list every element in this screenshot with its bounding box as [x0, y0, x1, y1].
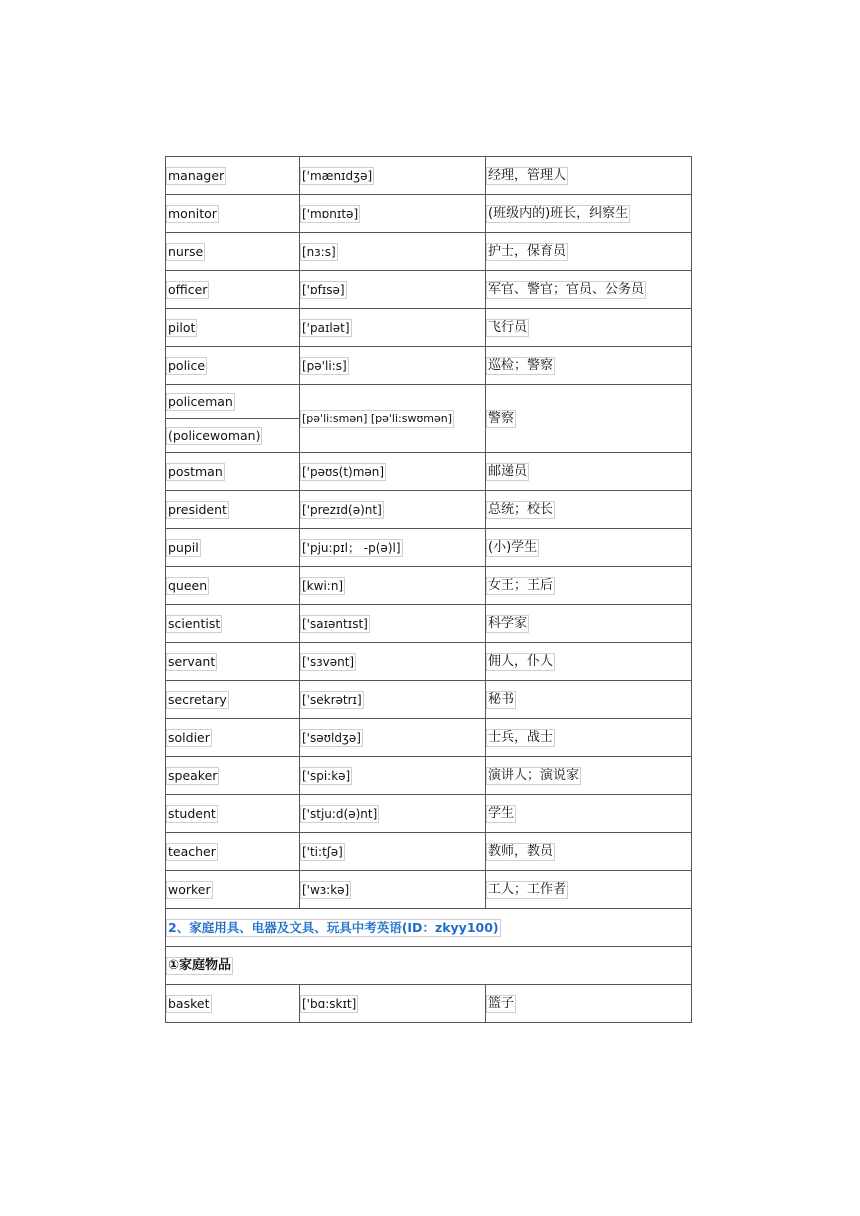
phonetic-cell [300, 157, 486, 195]
chinese-meaning: 经理，管理人 [488, 167, 567, 183]
phonetic-transcription: [ˈsekrətrɪ] [302, 692, 362, 707]
english-word: president [168, 501, 227, 517]
chinese-meaning: 佣人，仆人 [488, 653, 554, 669]
english-word: teacher [168, 843, 216, 859]
vocab-row [166, 871, 692, 909]
english-word: student [168, 805, 216, 821]
vocab-row [166, 795, 692, 833]
vocab-row [166, 233, 692, 271]
word-cell [166, 385, 300, 453]
chinese-meaning: 警察 [488, 410, 515, 426]
phonetic-cell [300, 385, 486, 453]
meaning-cell [486, 795, 692, 833]
english-word: queen [168, 577, 208, 593]
phonetic-cell [300, 833, 486, 871]
phonetic-cell [300, 643, 486, 681]
english-word: police [168, 357, 206, 373]
word-cell [166, 833, 300, 871]
english-word-alt: (policewoman) [168, 427, 261, 443]
word-cell [166, 985, 300, 1023]
chinese-meaning: 巡检；警察 [488, 357, 554, 373]
phonetic-cell [300, 795, 486, 833]
phonetic-transcription: ['spi:kə] [302, 768, 351, 783]
phonetic-cell [300, 195, 486, 233]
chinese-meaning: (小)学生 [488, 539, 538, 555]
phonetic-transcription: ['pju:pɪl； -p(ə)l] [302, 540, 401, 555]
vocab-row [166, 757, 692, 795]
section-heading-cell [166, 909, 692, 947]
word-cell [166, 271, 300, 309]
english-word: pilot [168, 319, 196, 335]
english-word: postman [168, 463, 223, 479]
vocab-row [166, 567, 692, 605]
chinese-meaning: 工人；工作者 [488, 881, 567, 897]
word-cell [166, 309, 300, 347]
english-word: soldier [168, 729, 210, 745]
meaning-cell [486, 567, 692, 605]
word-cell [166, 757, 300, 795]
vocab-row [166, 271, 692, 309]
word-cell [166, 567, 300, 605]
meaning-cell [486, 681, 692, 719]
vocab-row [166, 195, 692, 233]
vocabulary-table [165, 156, 692, 1023]
subsection-heading-row [166, 947, 692, 985]
english-word: worker [168, 881, 211, 897]
word-cell [166, 453, 300, 491]
meaning-cell [486, 985, 692, 1023]
chinese-meaning: 邮递员 [488, 463, 528, 479]
vocab-row [166, 681, 692, 719]
chinese-meaning: 总统；校长 [488, 501, 554, 517]
phonetic-transcription: ['ti:tʃə] [302, 844, 343, 859]
chinese-meaning: 学生 [488, 805, 515, 821]
phonetic-transcription: ['mænɪdʒə] [302, 168, 373, 183]
meaning-cell [486, 157, 692, 195]
chinese-meaning: 篮子 [488, 995, 515, 1011]
phonetic-cell [300, 681, 486, 719]
english-word: manager [168, 167, 225, 183]
meaning-cell [486, 233, 692, 271]
english-word: basket [168, 995, 210, 1011]
meaning-cell [486, 643, 692, 681]
phonetic-transcription: ['pəʊs(t)mən] [302, 464, 385, 479]
meaning-cell [486, 453, 692, 491]
vocab-row [166, 985, 692, 1023]
word-cell-bottom [166, 419, 299, 452]
phonetic-transcription: ['səʊldʒə] [302, 730, 361, 745]
word-cell [166, 871, 300, 909]
phonetic-transcription: [pə'li:s] [302, 358, 347, 373]
word-cell [166, 491, 300, 529]
word-cell [166, 157, 300, 195]
meaning-cell [486, 309, 692, 347]
chinese-meaning: (班级内的)班长，纠察生 [488, 205, 629, 221]
english-word: monitor [168, 205, 217, 221]
word-cell [166, 195, 300, 233]
english-word: policeman [168, 393, 233, 409]
meaning-cell [486, 871, 692, 909]
phonetic-transcription: ['ɒfɪsə] [302, 282, 345, 297]
vocabulary-table-body [166, 157, 692, 1023]
subsection-heading-cell [166, 947, 692, 985]
vocab-row [166, 157, 692, 195]
section-heading: 2、家庭用具、电器及文具、玩具中考英语(ID：zkyy100) [168, 919, 499, 935]
phonetic-transcription: ['stju:d(ə)nt] [302, 806, 378, 821]
vocab-row [166, 453, 692, 491]
vocab-row [166, 833, 692, 871]
chinese-meaning: 秘书 [488, 691, 515, 707]
phonetic-transcription: ['sɜvənt] [302, 654, 355, 669]
section-heading-row [166, 909, 692, 947]
english-word: scientist [168, 615, 221, 631]
english-word: officer [168, 281, 208, 297]
english-word: servant [168, 653, 216, 669]
document-page [165, 156, 691, 1023]
word-cell [166, 643, 300, 681]
meaning-cell [486, 271, 692, 309]
phonetic-cell [300, 309, 486, 347]
phonetic-cell [300, 491, 486, 529]
english-word: pupil [168, 539, 199, 555]
vocab-row-split [166, 385, 692, 453]
phonetic-cell [300, 567, 486, 605]
word-cell [166, 795, 300, 833]
meaning-cell [486, 385, 692, 453]
chinese-meaning: 护士，保育员 [488, 243, 567, 259]
chinese-meaning: 飞行员 [488, 319, 528, 335]
phonetic-cell [300, 233, 486, 271]
chinese-meaning: 教师，教员 [488, 843, 554, 859]
english-word: secretary [168, 691, 227, 707]
phonetic-cell [300, 347, 486, 385]
phonetic-cell [300, 271, 486, 309]
phonetic-transcription: ['wɜ:kə] [302, 882, 350, 897]
english-word: nurse [168, 243, 204, 259]
phonetic-transcription: [pə'li:smən] [pə'li:swʊmən] [300, 410, 454, 428]
word-cell [166, 681, 300, 719]
phonetic-transcription: ['paɪlət] [302, 320, 350, 335]
vocab-row [166, 491, 692, 529]
phonetic-transcription: ['mɒnɪtə] [302, 206, 359, 221]
phonetic-cell [300, 453, 486, 491]
phonetic-transcription: [nɜ:s] [302, 244, 336, 259]
meaning-cell [486, 833, 692, 871]
vocab-row [166, 347, 692, 385]
vocab-row [166, 719, 692, 757]
phonetic-cell [300, 605, 486, 643]
chinese-meaning: 科学家 [488, 615, 528, 631]
chinese-meaning: 女王；王后 [488, 577, 554, 593]
phonetic-cell [300, 985, 486, 1023]
vocab-row [166, 643, 692, 681]
meaning-cell [486, 757, 692, 795]
english-word: speaker [168, 767, 218, 783]
phonetic-cell [300, 719, 486, 757]
word-cell [166, 347, 300, 385]
word-cell [166, 719, 300, 757]
phonetic-transcription: ['prezɪd(ə)nt] [302, 502, 382, 517]
chinese-meaning: 军官、警官；官员、公务员 [488, 281, 645, 297]
chinese-meaning: 士兵，战士 [488, 729, 554, 745]
vocab-row [166, 309, 692, 347]
vocab-row [166, 605, 692, 643]
phonetic-transcription: [kwi:n] [302, 578, 344, 593]
meaning-cell [486, 605, 692, 643]
phonetic-cell [300, 871, 486, 909]
meaning-cell [486, 529, 692, 567]
phonetic-cell [300, 757, 486, 795]
vocab-row [166, 529, 692, 567]
chinese-meaning: 演讲人；演说家 [488, 767, 580, 783]
meaning-cell [486, 719, 692, 757]
phonetic-cell [300, 529, 486, 567]
word-cell [166, 605, 300, 643]
subsection-heading: ①家庭物品 [168, 957, 232, 973]
word-cell-top [166, 385, 299, 419]
word-cell [166, 233, 300, 271]
meaning-cell [486, 491, 692, 529]
meaning-cell [486, 347, 692, 385]
phonetic-transcription: ['saɪəntɪst] [302, 616, 368, 631]
phonetic-transcription: ['bɑ:skɪt] [302, 996, 357, 1011]
meaning-cell [486, 195, 692, 233]
word-cell [166, 529, 300, 567]
